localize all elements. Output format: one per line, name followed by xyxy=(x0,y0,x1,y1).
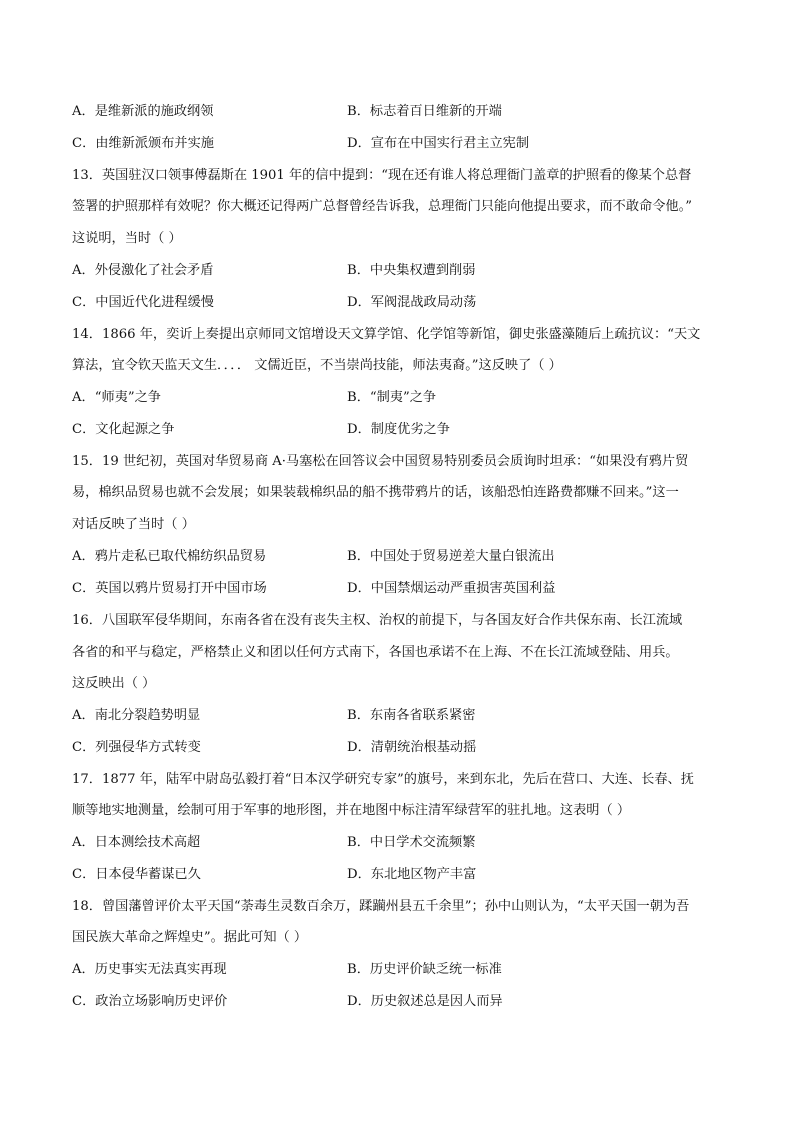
q17-option-a[interactable]: A．日本测绘技术高超 xyxy=(72,835,201,850)
q15-option-a[interactable]: A．鸦片走私已取代棉纺织品贸易 xyxy=(72,549,267,564)
q15-stem-line-1: 15．19 世纪初，英国对华贸易商 A·马塞松在回答议会中国贸易特别委员会质询时坦承：“如果没有鸦片贸 xyxy=(72,454,689,469)
q18-option-b[interactable]: B．历史评价缺乏统一标准 xyxy=(347,962,502,977)
q17-stem-line-1: 17．1877 年，陆军中尉岛弘毅打着“日本汉学研究专家”的旗号，来到东北，先后在营口、大连、长春、抚 xyxy=(72,772,694,787)
q16-stem-line-3: 这反映出（ ） xyxy=(72,676,156,691)
q13-stem-line-2: 签署的护照那样有效呢？你大概还记得两广总督曾经告诉我，总理衙门只能向他提出要求，而不敢命令他。” xyxy=(72,199,692,214)
q12-option-d[interactable]: D．宣布在中国实行君主立宪制 xyxy=(347,136,530,151)
q16-options-row-2 xyxy=(72,739,732,757)
q15-stem-line-3: 对话反映了当时（ ） xyxy=(72,517,195,532)
q15-option-c[interactable]: C．英国以鸦片贸易打开中国市场 xyxy=(72,581,267,596)
q18-option-a[interactable]: A．历史事实无法真实再现 xyxy=(72,962,227,977)
q12-options-row-2 xyxy=(72,135,732,153)
q13-stem-line-3: 这说明，当时（ ） xyxy=(72,231,182,246)
q17-options-row-2 xyxy=(72,866,732,884)
q13-option-d[interactable]: D．军阀混战政局动荡 xyxy=(347,295,477,310)
q16-option-d[interactable]: D．清朝统治根基动摇 xyxy=(347,740,477,755)
q14-option-b[interactable]: B．“制夷”之争 xyxy=(347,390,437,405)
q18-option-c[interactable]: C．政治立场影响历史评价 xyxy=(72,994,228,1009)
q14-option-c[interactable]: C．文化起源之争 xyxy=(72,422,175,437)
q12-options-row-1 xyxy=(72,103,732,121)
q16-option-c[interactable]: C．列强侵华方式转变 xyxy=(72,740,201,755)
q13-stem-line-1: 13．英国驻汉口领事傅磊斯在 1901 年的信中提到：“现在还有谁人将总理衙门盖章的护照看的像某个总督 xyxy=(72,168,692,183)
q16-option-a[interactable]: A．南北分裂趋势明显 xyxy=(72,708,201,723)
q13-options-row-2 xyxy=(72,294,732,312)
q14-options-row-2 xyxy=(72,421,732,439)
q14-option-a[interactable]: A．“师夷”之争 xyxy=(72,390,161,405)
q15-option-d[interactable]: D．中国禁烟运动严重损害英国利益 xyxy=(347,581,556,596)
q12-option-a[interactable]: A．是维新派的施政纲领 xyxy=(72,104,214,119)
q17-option-d[interactable]: D．东北地区物产丰富 xyxy=(347,867,477,882)
q16-stem-line-2: 各省的和平与稳定，严格禁止义和团以任何方式南下，各国也承诺不在上海、不在长江流域登陆、用兵。 xyxy=(72,645,679,660)
q15-options-row-1 xyxy=(72,548,732,566)
q13-option-c[interactable]: C．中国近代化进程缓慢 xyxy=(72,295,214,310)
q15-stem-line-2: 易，棉织品贸易也就不会发展；如果装载棉织品的船不携带鸦片的话，该船恐怕连路费都赚不回来。”这一 xyxy=(72,485,679,500)
q14-stem-line-1: 14．1866 年，奕䜣上奏提出京师同文馆增设天文算学馆、化学馆等新馆，御史张盛藻随后上疏抗议：“天文 xyxy=(72,327,701,342)
q14-option-d[interactable]: D．制度优劣之争 xyxy=(347,422,450,437)
q16-stem-line-1: 16．八国联军侵华期间，东南各省在没有丧失主权、治权的前提下，与各国友好合作共保东南、长江流域 xyxy=(72,613,683,628)
q15-option-b[interactable]: B．中国处于贸易逆差大量白银流出 xyxy=(347,549,555,564)
q15-options-row-2 xyxy=(72,580,732,598)
q18-options-row-2 xyxy=(72,993,732,1011)
q12-option-c[interactable]: C．由维新派颁布并实施 xyxy=(72,136,214,151)
q13-option-a[interactable]: A．外侵激化了社会矛盾 xyxy=(72,263,214,278)
q17-option-c[interactable]: C．日本侵华蓄谋已久 xyxy=(72,867,201,882)
q18-stem-line-1: 18．曾国藩曾评价太平天国“荼毒生灵数百余万，蹂躏州县五千余里”；孙中山则认为，“太平天国一朝为吾 xyxy=(72,899,690,914)
q16-options-row-1 xyxy=(72,707,732,725)
q18-stem-line-2: 国民族大革命之辉煌史”。据此可知（ ） xyxy=(72,930,308,945)
q17-options-row-1 xyxy=(72,834,732,852)
q14-options-row-1 xyxy=(72,389,732,407)
q16-option-b[interactable]: B．东南各省联系紧密 xyxy=(347,708,476,723)
q17-option-b[interactable]: B．中日学术交流频繁 xyxy=(347,835,476,850)
q17-stem-line-2: 顺等地实地测量，绘制可用于军事的地形图，并在地图中标注清军绿营军的驻扎地。这表明（ ） xyxy=(72,803,631,818)
q13-option-b[interactable]: B．中央集权遭到削弱 xyxy=(347,263,476,278)
q18-option-d[interactable]: D．历史叙述总是因人而异 xyxy=(347,994,503,1009)
q12-option-b[interactable]: B．标志着百日维新的开端 xyxy=(347,104,502,119)
q18-options-row-1 xyxy=(72,961,732,979)
q13-options-row-1 xyxy=(72,262,732,280)
q14-stem-line-2: 算法，宜令钦天监天文生．．．． 文儒近臣，不当崇尚技能，师法夷裔。”这反映了（ ） xyxy=(72,358,562,373)
